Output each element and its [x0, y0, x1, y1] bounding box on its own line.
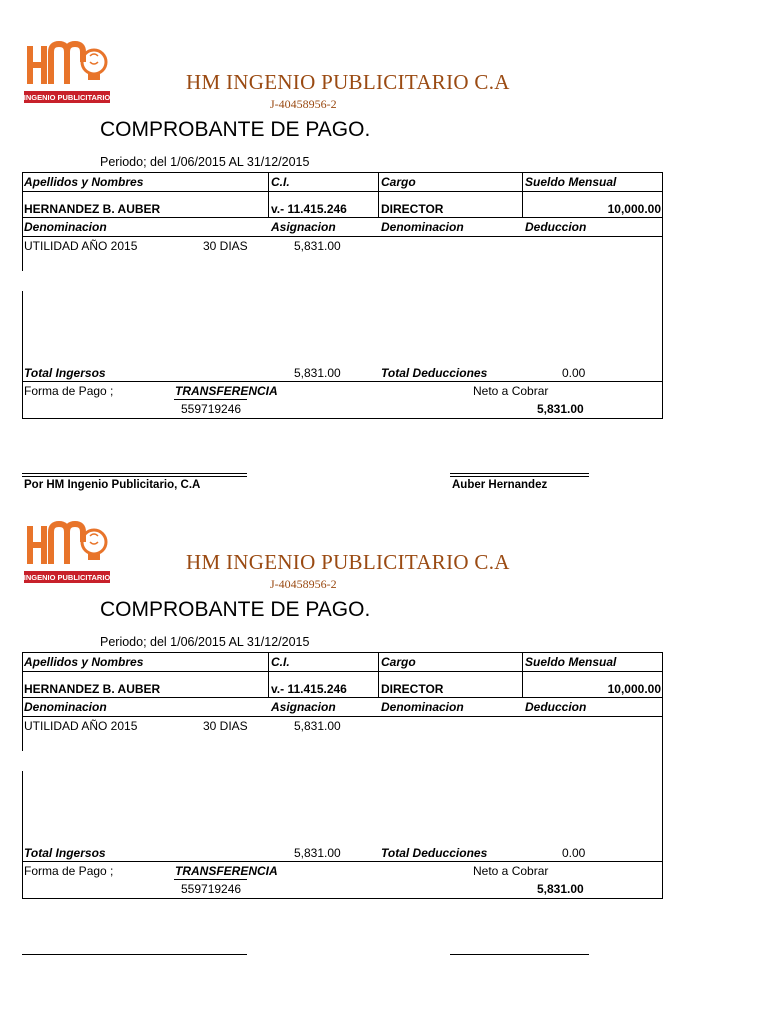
table-border-bottom	[22, 898, 663, 899]
payment-method: TRANSFERENCIA	[175, 864, 278, 878]
total-ingresos-value: 5,831.00	[294, 366, 341, 380]
total-ingresos-label: Total Ingersos	[24, 846, 106, 860]
col-divider-ci	[268, 172, 269, 217]
company-rif: J-40458956-2	[270, 577, 337, 591]
header-cargo: Cargo	[381, 655, 416, 669]
subheader-asignacion: Asignacion	[271, 700, 336, 714]
subheader-denominacion-deduccion: Denominacion	[381, 700, 464, 714]
company-rif: J-40458956-2	[270, 97, 337, 111]
table-border-right	[662, 652, 663, 898]
header-sueldo: Sueldo Mensual	[525, 655, 617, 669]
signature-line-company	[22, 473, 247, 474]
employee-sueldo: 10,000.00	[607, 202, 661, 216]
document-title: COMPROBANTE DE PAGO.	[100, 118, 371, 141]
company-logo	[24, 520, 112, 586]
table-border-top	[22, 652, 663, 653]
header-sueldo: Sueldo Mensual	[525, 175, 617, 189]
header-ci: C.I.	[271, 175, 290, 189]
employee-ci: v.- 11.415.246	[271, 682, 347, 696]
signature-line-company-2	[22, 476, 247, 477]
col-divider-ci	[268, 652, 269, 697]
payment-method-underline	[174, 399, 247, 400]
payment-method-underline	[174, 879, 247, 880]
col-divider-cargo	[378, 652, 379, 697]
neto-label: Neto a Cobrar	[473, 384, 549, 398]
neto-value: 5,831.00	[537, 402, 584, 416]
total-ingresos-value: 5,831.00	[294, 846, 341, 860]
table-border-left-bottom	[22, 771, 23, 898]
total-deducciones-value: 0.00	[562, 366, 586, 380]
signature-line-employee-2	[450, 476, 589, 477]
total-deducciones-value: 0.00	[562, 846, 586, 860]
table-border-right	[662, 172, 663, 418]
payment-method-label: Forma de Pago ;	[24, 864, 114, 878]
item-amount: 5,831.00	[294, 719, 341, 733]
pay-period: Periodo; del 1/06/2015 AL 31/12/2015	[100, 155, 310, 169]
subheader-denominacion: Denominacion	[24, 220, 107, 234]
total-ingresos-label: Total Ingersos	[24, 366, 106, 380]
signature-line-company	[22, 954, 247, 955]
pay-period: Periodo; del 1/06/2015 AL 31/12/2015	[100, 635, 310, 649]
table-subheader-divider	[22, 716, 663, 717]
logo-text: INGENIO PUBLICITARIO	[24, 573, 111, 582]
company-name: HM INGENIO PUBLICITARIO C.A	[186, 70, 510, 94]
total-deducciones-label: Total Deducciones	[381, 846, 488, 860]
company-name: HM INGENIO PUBLICITARIO C.A	[186, 550, 510, 574]
payment-method-label: Forma de Pago ;	[24, 384, 114, 398]
subheader-deduccion: Deduccion	[525, 220, 587, 234]
item-days: 30 DIAS	[203, 239, 248, 253]
col-divider-sueldo	[522, 652, 523, 697]
table-border-left-top	[22, 652, 23, 751]
document-title: COMPROBANTE DE PAGO.	[100, 598, 371, 621]
table-header-divider	[22, 191, 663, 192]
employee-cargo: DIRECTOR	[381, 682, 444, 696]
header-ci: C.I.	[271, 655, 290, 669]
col-divider-cargo	[378, 172, 379, 217]
table-employee-divider	[22, 217, 663, 218]
total-deducciones-label: Total Deducciones	[381, 366, 488, 380]
table-subheader-divider	[22, 236, 663, 237]
col-divider-sueldo	[522, 172, 523, 217]
table-totals-divider	[22, 861, 663, 862]
payment-method: TRANSFERENCIA	[175, 384, 278, 398]
signature-company: Por HM Ingenio Publicitario, C.A	[24, 479, 201, 491]
subheader-denominacion-deduccion: Denominacion	[381, 220, 464, 234]
payment-reference: 559719246	[181, 882, 242, 896]
subheader-asignacion: Asignacion	[271, 220, 336, 234]
header-names: Apellidos y Nombres	[24, 175, 144, 189]
table-header-divider	[22, 671, 663, 672]
employee-sueldo: 10,000.00	[607, 682, 661, 696]
signature-employee: Auber Hernandez	[452, 479, 548, 491]
employee-name: HERNANDEZ B. AUBER	[24, 202, 161, 216]
table-totals-divider	[22, 381, 663, 382]
item-concept: UTILIDAD AÑO 2015	[24, 239, 138, 253]
neto-value: 5,831.00	[537, 882, 584, 896]
payment-slip-1	[0, 0, 768, 491]
table-border-top	[22, 172, 663, 173]
table-employee-divider	[22, 697, 663, 698]
neto-label: Neto a Cobrar	[473, 864, 549, 878]
table-border-left-top	[22, 172, 23, 271]
payment-reference: 559719246	[181, 402, 242, 416]
table-border-bottom	[22, 418, 663, 419]
signature-line-employee	[450, 954, 589, 955]
employee-name: HERNANDEZ B. AUBER	[24, 682, 161, 696]
header-names: Apellidos y Nombres	[24, 655, 144, 669]
subheader-denominacion: Denominacion	[24, 700, 107, 714]
item-days: 30 DIAS	[203, 719, 248, 733]
subheader-deduccion: Deduccion	[525, 700, 587, 714]
payment-slip-2	[0, 480, 768, 960]
logo-text: INGENIO PUBLICITARIO	[24, 93, 111, 102]
signature-line-employee	[450, 473, 589, 474]
employee-ci: v.- 11.415.246	[271, 202, 347, 216]
item-amount: 5,831.00	[294, 239, 341, 253]
employee-cargo: DIRECTOR	[381, 202, 444, 216]
item-concept: UTILIDAD AÑO 2015	[24, 719, 138, 733]
header-cargo: Cargo	[381, 175, 416, 189]
company-logo	[24, 40, 112, 106]
table-border-left-bottom	[22, 291, 23, 418]
